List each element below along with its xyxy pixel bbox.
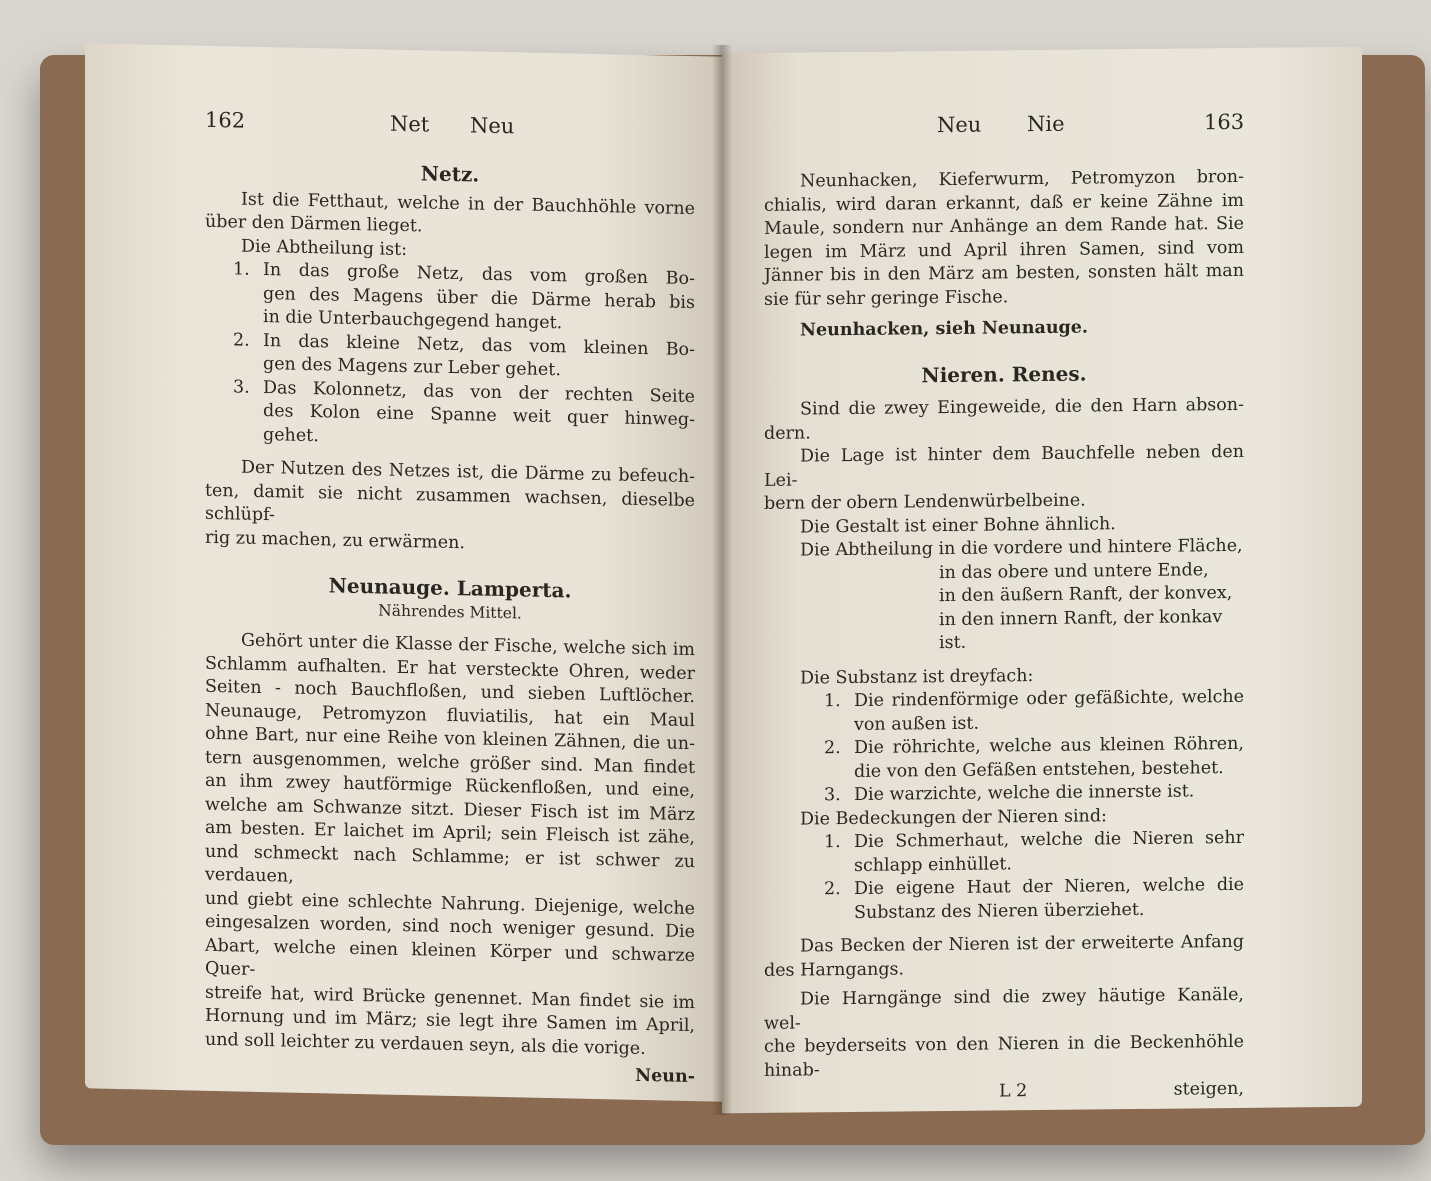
item-line: Die eigene Haut der Nieren, welche die	[854, 874, 1244, 899]
text-line: sie für sehr geringe Fische.	[764, 286, 1009, 310]
substance-head: Die Substanz ist dreyfach:	[800, 665, 1034, 689]
substance-item-3	[764, 780, 1244, 809]
item-line: gen des Magens über die Därme herab bis	[263, 283, 695, 313]
pelvis-line: Das Becken der Nieren ist der erweiterte Anfang	[800, 931, 1244, 957]
text-line: und soll leichter zu verdauen seyn, als die vorige.	[205, 1029, 646, 1059]
item-number: 3.	[233, 376, 250, 398]
text-line: Neunhacken, Kieferwurm, Petromyzon bron-	[800, 166, 1244, 192]
left-page-number: 162	[205, 107, 246, 133]
item-line: gen des Magens zur Leber gehet.	[263, 354, 561, 381]
neunhacken-reference: Neunhacken, sieh Neunauge.	[800, 317, 1089, 341]
kidney-division-line: Die Abtheilung in die vordere und hintere Fläche,	[800, 535, 1243, 561]
item-line: Die röhrichte, welche aus kleinen Röhren,	[854, 733, 1244, 758]
netz-intro-line-2: über den Därmen lieget.	[205, 211, 423, 237]
kidney-definition-line: dern.	[764, 422, 811, 444]
text-line: Schlamm aufhalten. Er hat versteckte Ohren, weder	[205, 653, 695, 684]
kidney-shape: Die Gestalt ist einer Bohne ähnlich.	[800, 513, 1116, 538]
text-line: ohne Bart, nur eine Reihe von kleinen Zähnen, die un-	[205, 723, 695, 755]
item-line: Die warzichte, welche die innerste ist.	[854, 781, 1195, 805]
left-page-body	[205, 158, 695, 1090]
text-line: Gehört unter die Klasse der Fische, welche sich im	[241, 630, 695, 661]
substance-item-2	[764, 733, 1244, 785]
coverings-head: Die Bedeckungen der Nieren sind:	[800, 805, 1107, 830]
ureters-line: Die Harngänge sind die zwey häutige Kanäle, wel-	[764, 984, 1244, 1034]
item-line: gehet.	[263, 424, 319, 446]
item-line: die von den Gefäßen entstehen, bestehet.	[854, 757, 1224, 782]
right-running-head-1: Neu	[937, 112, 982, 138]
item-line: schlapp einhüllet.	[854, 853, 1012, 876]
kidney-division	[764, 535, 1244, 658]
netz-item-3	[205, 375, 695, 456]
netz-use-line-3: rig zu machen, zu erwärmen.	[205, 527, 465, 553]
kidney-division-line: in den äußern Ranft, der konvex,	[939, 583, 1233, 607]
left-catchword: Neun-	[635, 1065, 695, 1088]
item-number: 2.	[233, 329, 250, 351]
signature-mark: L 2	[999, 1081, 1028, 1102]
text-line: Seiten - noch Bauchfloßen, und sieben Luftlöcher.	[205, 676, 695, 708]
kidney-position-line: Die Lage ist hinter dem Bauchfelle neben den Lei-	[764, 441, 1244, 491]
right-running-header	[722, 109, 1362, 146]
item-line: Die Schmerhaut, welche die Nieren sehr	[854, 827, 1244, 852]
kidney-definition-line: Sind die zwey Eingeweide, die den Harn abson-	[800, 394, 1244, 420]
netz-item-1	[205, 258, 695, 339]
text-line: eingesalzen worden, sind noch weniger gesund. Die	[205, 911, 695, 943]
item-number: 1.	[824, 832, 841, 853]
netz-use-line-2: ten, damit sie nicht zusammen wachsen, dieselbe schlüpf-	[205, 480, 695, 526]
kidney-division-line: in den innern Ranft, der konkav ist.	[939, 606, 1223, 654]
item-number: 1.	[824, 691, 841, 712]
text-line: streife hat, wird Brücke genennet. Man findet sie im	[205, 982, 695, 1013]
text-line: welche am Schwanze sitzt. Dieser Fisch ist im März	[205, 794, 695, 825]
text-line: tern ausgenommen, welche größer sind. Man findet	[205, 747, 695, 778]
pelvis-line: des Harngangs.	[764, 958, 905, 981]
text-line: legen im März und April ihren Samen, sind vom	[764, 237, 1244, 263]
text-line: an ihm zwey hautförmige Rückenfloßen, und eine,	[205, 770, 695, 802]
covering-item-2	[764, 874, 1244, 926]
item-number: 2.	[824, 738, 841, 759]
item-line: Die rindenförmige oder gefäßichte, welche	[854, 686, 1244, 711]
text-line: Abart, welche einen kleinen Körper und schwarze Quer-	[205, 935, 695, 980]
right-page-body	[764, 166, 1244, 1109]
netz-intro-line-1: Ist die Fetthaut, welche in der Bauchhöhle vorne	[241, 189, 695, 219]
netz-division-head: Die Abtheilung ist:	[241, 236, 408, 260]
text-line: Jänner bis in den März am besten, sonsten hält man	[764, 260, 1244, 286]
right-page	[722, 47, 1362, 1114]
item-line: in die Unterbauchgegend hanget.	[263, 307, 563, 334]
text-line: Maule, sondern nur Anhänge an dem Rande hat. Sie	[764, 213, 1244, 239]
substance-item-1	[764, 686, 1244, 738]
text-line: Neunauge, Petromyzon fluviatilis, hat ein Maul	[205, 700, 695, 731]
item-line: des Kolon eine Spanne weit quer hinweg-	[263, 401, 695, 431]
text-line: und schmeckt nach Schlamme; er ist schwer zu verdauen,	[205, 841, 695, 887]
item-line: Das Kolonnetz, das von der rechten Seite	[263, 377, 695, 407]
book-gutter	[712, 45, 732, 1115]
section-title-netz: Netz.	[420, 161, 480, 187]
covering-item-1	[764, 827, 1244, 879]
section-title-neunauge: Neunauge. Lamperta.	[328, 573, 572, 603]
neunhacken-text	[764, 166, 1244, 312]
text-line: am besten. Er laichet im April; sein Fleisch ist zähe,	[205, 817, 695, 849]
item-number: 3.	[824, 785, 841, 806]
left-running-header	[85, 105, 725, 148]
item-number: 1.	[233, 259, 250, 280]
left-page	[85, 43, 725, 1101]
kidney-position-line: bern der obern Lendenwürbelbeine.	[764, 490, 1086, 514]
item-line: Substanz des Nieren überziehet.	[854, 899, 1145, 923]
left-running-head-1: Net	[390, 111, 430, 137]
right-running-head-2: Nie	[1027, 111, 1065, 137]
netz-use-line-1: Der Nutzen des Netzes ist, die Därme zu befeuch-	[241, 457, 695, 488]
item-line: In das kleine Netz, das vom kleinen Bo-	[263, 330, 695, 360]
right-page-number: 163	[1204, 109, 1245, 135]
text-line: Hornung und im März; sie legt ihre Samen im April,	[205, 1005, 695, 1037]
item-line: In das große Netz, das vom großen Bo-	[263, 260, 695, 290]
kidney-division-line: in das obere und untere Ende,	[939, 559, 1209, 583]
text-line: chialis, wird daran erkannt, daß er keine Zähne im	[764, 190, 1244, 216]
neunauge-subtitle: Nährendes Mittel.	[378, 600, 522, 622]
item-line: von außen ist.	[854, 713, 980, 735]
item-number: 2.	[824, 879, 841, 900]
left-running-head-2: Neu	[470, 113, 515, 139]
neunauge-text	[205, 629, 695, 1062]
section-title-nieren: Nieren. Renes.	[921, 361, 1087, 387]
right-catchword: steigen,	[1173, 1078, 1244, 1100]
text-line: und giebt eine schlechte Nahrung. Diejenige, welche	[205, 888, 695, 919]
ureters-line: che beyderseits von den Nieren in die Beckenhöhle hinab-	[764, 1031, 1244, 1081]
